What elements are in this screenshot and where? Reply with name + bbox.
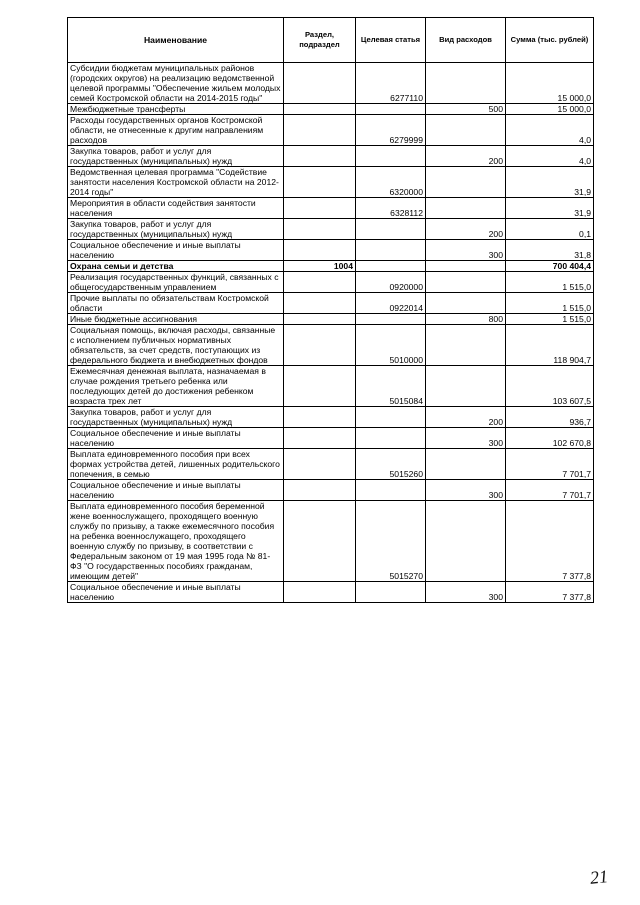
cell-target xyxy=(356,314,426,325)
cell-kind: 300 xyxy=(426,240,506,261)
cell-section xyxy=(284,167,356,198)
cell-section xyxy=(284,407,356,428)
cell-target xyxy=(356,146,426,167)
cell-name: Мероприятия в области содействия занятости населения xyxy=(68,198,284,219)
cell-target: 0922014 xyxy=(356,293,426,314)
cell-sum: 7 377,8 xyxy=(506,582,594,603)
cell-sum: 103 607,5 xyxy=(506,366,594,407)
cell-kind: 800 xyxy=(426,314,506,325)
cell-section xyxy=(284,449,356,480)
table-row xyxy=(68,272,594,293)
cell-name: Выплата единовременного пособия при всех формах устройства детей, лишенных родительского попечения, в семью xyxy=(68,449,284,480)
cell-target xyxy=(356,428,426,449)
cell-name: Охрана семьи и детства xyxy=(68,261,284,272)
cell-kind xyxy=(426,366,506,407)
cell-target: 5015270 xyxy=(356,501,426,582)
table-row xyxy=(68,198,594,219)
cell-kind xyxy=(426,115,506,146)
cell-section xyxy=(284,240,356,261)
cell-section xyxy=(284,501,356,582)
cell-kind xyxy=(426,293,506,314)
cell-target: 6279999 xyxy=(356,115,426,146)
cell-sum: 0,1 xyxy=(506,219,594,240)
cell-section xyxy=(284,63,356,104)
page-number: 21 xyxy=(588,866,609,888)
cell-kind xyxy=(426,198,506,219)
cell-sum: 4,0 xyxy=(506,146,594,167)
cell-sum: 7 701,7 xyxy=(506,449,594,480)
cell-name: Субсидии бюджетам муниципальных районов (городских округов) на реализацию ведомственной целевой программы "Обеспечение жильем молодых семей Костромской области на 2014-2015 годы" xyxy=(68,63,284,104)
cell-target: 6277110 xyxy=(356,63,426,104)
table-row xyxy=(68,480,594,501)
cell-target: 5015260 xyxy=(356,449,426,480)
table-row xyxy=(68,63,594,104)
table-row xyxy=(68,366,594,407)
cell-target: 5010000 xyxy=(356,325,426,366)
table-row xyxy=(68,428,594,449)
cell-name: Выплата единовременного пособия беременной жене военнослужащего, проходящего военную службу по призыву, а также ежемесячного пособия на ребенка военнослужащего, проходящего военную службу по призыву, в соответствии с Федеральным законом от 19 мая 1995 года № 81-ФЗ "О государственных пособиях гражданам, имеющим детей" xyxy=(68,501,284,582)
cell-sum: 31,9 xyxy=(506,198,594,219)
cell-sum: 4,0 xyxy=(506,115,594,146)
cell-name: Социальное обеспечение и иные выплаты населению xyxy=(68,240,284,261)
cell-kind xyxy=(426,325,506,366)
cell-section xyxy=(284,115,356,146)
table-row xyxy=(68,115,594,146)
cell-name: Закупка товаров, работ и услуг для государственных (муниципальных) нужд xyxy=(68,407,284,428)
cell-target xyxy=(356,480,426,501)
table-row xyxy=(68,146,594,167)
budget-table-container xyxy=(67,17,594,603)
table-row xyxy=(68,293,594,314)
cell-section xyxy=(284,314,356,325)
cell-sum: 1 515,0 xyxy=(506,314,594,325)
cell-target: 0920000 xyxy=(356,272,426,293)
cell-sum: 31,8 xyxy=(506,240,594,261)
header-target: Целевая статья xyxy=(356,18,426,63)
cell-name: Социальная помощь, включая расходы, связанные с исполнением публичных нормативных обязательств, за счет средств, поступающих из федерального бюджета и внебюджетных фондов xyxy=(68,325,284,366)
cell-kind: 300 xyxy=(426,480,506,501)
cell-sum: 936,7 xyxy=(506,407,594,428)
cell-name: Прочие выплаты по обязательствам Костромской области xyxy=(68,293,284,314)
cell-target: 6328112 xyxy=(356,198,426,219)
table-row xyxy=(68,449,594,480)
cell-name: Социальное обеспечение и иные выплаты населению xyxy=(68,480,284,501)
cell-section xyxy=(284,146,356,167)
cell-sum: 118 904,7 xyxy=(506,325,594,366)
cell-kind: 300 xyxy=(426,428,506,449)
table-header-row xyxy=(68,18,594,63)
table-row xyxy=(68,219,594,240)
cell-name: Закупка товаров, работ и услуг для государственных (муниципальных) нужд xyxy=(68,219,284,240)
cell-section xyxy=(284,582,356,603)
cell-section xyxy=(284,104,356,115)
cell-name: Социальное обеспечение и иные выплаты населению xyxy=(68,582,284,603)
cell-target xyxy=(356,261,426,272)
cell-target: 5015084 xyxy=(356,366,426,407)
cell-kind: 200 xyxy=(426,146,506,167)
cell-sum: 1 515,0 xyxy=(506,272,594,293)
cell-target: 6320000 xyxy=(356,167,426,198)
budget-table xyxy=(67,17,594,603)
cell-name: Социальное обеспечение и иные выплаты населению xyxy=(68,428,284,449)
cell-kind: 200 xyxy=(426,407,506,428)
cell-target xyxy=(356,104,426,115)
header-kind: Вид расходов xyxy=(426,18,506,63)
cell-name: Расходы государственных органов Костромской области, не отнесенные к другим направлениям расходов xyxy=(68,115,284,146)
cell-name: Иные бюджетные ассигнования xyxy=(68,314,284,325)
cell-sum: 7 701,7 xyxy=(506,480,594,501)
cell-kind xyxy=(426,449,506,480)
cell-kind xyxy=(426,261,506,272)
header-section: Раздел, подраздел xyxy=(284,18,356,63)
cell-target xyxy=(356,219,426,240)
cell-kind: 300 xyxy=(426,582,506,603)
cell-section xyxy=(284,293,356,314)
cell-section: 1004 xyxy=(284,261,356,272)
cell-name: Реализация государственных функций, связанных с общегосударственным управлением xyxy=(68,272,284,293)
cell-sum: 102 670,8 xyxy=(506,428,594,449)
cell-sum: 1 515,0 xyxy=(506,293,594,314)
cell-section xyxy=(284,366,356,407)
cell-kind xyxy=(426,501,506,582)
header-name: Наименование xyxy=(68,18,284,63)
cell-sum: 31,9 xyxy=(506,167,594,198)
cell-name: Межбюджетные трансферты xyxy=(68,104,284,115)
table-body xyxy=(68,63,594,603)
table-row xyxy=(68,407,594,428)
cell-kind xyxy=(426,63,506,104)
cell-sum: 700 404,4 xyxy=(506,261,594,272)
cell-target xyxy=(356,407,426,428)
table-row xyxy=(68,582,594,603)
cell-kind: 500 xyxy=(426,104,506,115)
cell-section xyxy=(284,428,356,449)
header-sum: Сумма (тыс. рублей) xyxy=(506,18,594,63)
table-row xyxy=(68,261,594,272)
cell-name: Закупка товаров, работ и услуг для государственных (муниципальных) нужд xyxy=(68,146,284,167)
table-row xyxy=(68,104,594,115)
cell-kind: 200 xyxy=(426,219,506,240)
cell-name: Ежемесячная денежная выплата, назначаемая в случае рождения третьего ребенка или последующих детей до достижения ребенком возраста трех лет xyxy=(68,366,284,407)
table-row xyxy=(68,314,594,325)
cell-sum: 7 377,8 xyxy=(506,501,594,582)
cell-section xyxy=(284,219,356,240)
cell-target xyxy=(356,582,426,603)
cell-kind xyxy=(426,272,506,293)
cell-section xyxy=(284,325,356,366)
table-row xyxy=(68,501,594,582)
cell-sum: 15 000,0 xyxy=(506,63,594,104)
cell-section xyxy=(284,198,356,219)
cell-section xyxy=(284,480,356,501)
cell-name: Ведомственная целевая программа "Содействие занятости населения Костромской области на 2012-2014 годы" xyxy=(68,167,284,198)
cell-section xyxy=(284,272,356,293)
table-row xyxy=(68,240,594,261)
table-row xyxy=(68,167,594,198)
cell-sum: 15 000,0 xyxy=(506,104,594,115)
cell-kind xyxy=(426,167,506,198)
table-row xyxy=(68,325,594,366)
cell-target xyxy=(356,240,426,261)
